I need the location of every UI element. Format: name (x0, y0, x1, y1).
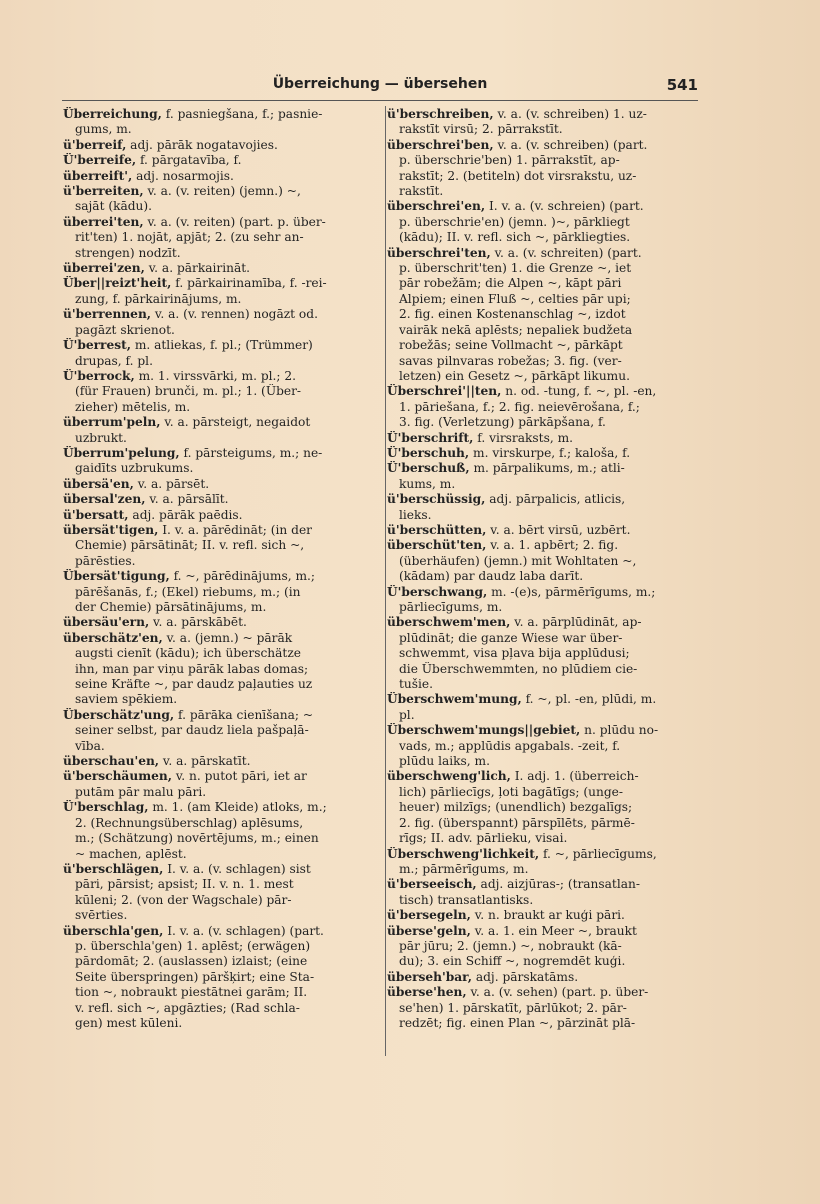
dictionary-entry (63, 862, 375, 924)
dictionary-entry (63, 708, 375, 754)
entry-headline: überreift', adj. nosarmojis. (63, 168, 234, 183)
dictionary-entry (387, 769, 699, 846)
entry-continuation: (kādam) par daudz laba darīt. (399, 569, 584, 584)
entry-headline: überschrei'ten, v. a. (v. schreiten) (part. (387, 245, 642, 260)
entry-continuation: lieks. (399, 507, 432, 522)
entry-headline: Ü'berschwang, m. -(e)s, pārmērīgums, m.; (387, 584, 656, 599)
entry-continuation: seiner selbst, par daudz liela pašpaļā- (75, 723, 309, 738)
dictionary-entry (63, 924, 375, 1032)
dictionary-entry (387, 538, 699, 584)
entry-continuation: svērties. (75, 908, 128, 923)
dictionary-entry (387, 924, 699, 970)
entry-headline: ü'berseeisch, adj. aizjūras-; (transatlan- (387, 877, 640, 892)
entry-continuation: (kādu); II. v. refl. sich ~, pārkliegties. (399, 230, 631, 245)
entry-continuation: seine Kräfte ~, par daudz paļauties uz (75, 677, 313, 692)
entry-continuation: rīgs; II. adv. pārlieku, visai. (399, 831, 568, 846)
entry-continuation: vads, m.; applūdis apgabals. -zeit, f. (399, 738, 621, 753)
page-number: 541 (666, 76, 698, 94)
entry-continuation: putām pār malu pāri. (75, 784, 207, 799)
entry-headline: überschau'en, v. a. pārskatīt. (63, 754, 251, 769)
entry-headline: ü'berrennen, v. a. (v. rennen) nogāzt od. (63, 307, 318, 322)
entry-continuation: du); 3. ein Schiff ~, nogremdēt kuģi. (399, 954, 626, 969)
dictionary-entry (387, 692, 699, 723)
entry-continuation: lich) pārliecīgs, ļoti bagātīgs; (unge- (399, 784, 623, 799)
entry-continuation: plūdināt; die ganze Wiese war über- (399, 630, 623, 645)
entry-continuation: uzbrukt. (75, 430, 127, 445)
dictionary-entry (63, 107, 375, 138)
dictionary-entry (63, 184, 375, 215)
entry-headline: ü'berreiten, v. a. (v. reiten) (jemn.) ~, (63, 184, 301, 199)
entry-headline: ü'bersatt, adj. pārāk paēdis. (63, 507, 243, 522)
entry-continuation: schwemmt, visa pļava bija applūdusi; (399, 646, 630, 661)
entry-headline: Ü'berrock, m. 1. virssvārki, m. pl.; 2. (63, 368, 297, 383)
dictionary-entry (63, 338, 375, 369)
entry-continuation: augsti cienīt (kādu); ich überschätze (75, 646, 301, 661)
dictionary-entry (387, 723, 699, 769)
header-rule (62, 100, 698, 101)
entry-headline: ü'berreif, adj. pārāk nogatavojies. (63, 137, 278, 152)
entry-continuation: redzēt; fig. einen Plan ~, pārzināt plā- (399, 1015, 636, 1030)
dictionary-entry (63, 569, 375, 615)
entry-continuation: pārēšanās, f.; (Ekel) riebums, m.; (in (75, 584, 301, 599)
entry-continuation: tion ~, nobraukt piestātnei garām; II. (75, 985, 308, 1000)
entry-continuation: p. überschrie'en) (jemn. )~, pārkliegt (399, 214, 630, 229)
entry-continuation: die Überschwemmten, no plūdiem cie- (399, 661, 638, 676)
entry-continuation: (für Frauen) brunči, m. pl.; 1. (Über- (75, 384, 302, 399)
dictionary-entry (63, 415, 375, 446)
entry-headline: ü'berschreiben, v. a. (v. schreiben) 1. uz- (387, 107, 647, 121)
entry-headline: Überrum'pelung, f. pārsteigums, m.; ne- (63, 445, 323, 460)
entry-continuation: pl. (399, 707, 415, 722)
entry-continuation: sajāt (kādu). (75, 199, 153, 214)
entry-headline: Ü'berrest, m. atliekas, f. pl.; (Trümmer) (63, 338, 313, 353)
entry-continuation: 2. fig. einen Kostenanschlag ~, izdot (399, 307, 626, 322)
entry-continuation: robežās; seine Vollmacht ~, pārkāpt (399, 338, 623, 353)
dictionary-entry (63, 615, 375, 630)
dictionary-entry (63, 307, 375, 338)
dictionary-entry (387, 492, 699, 523)
entry-headline: Ü'berschuß, m. pārpalikums, m.; atli- (387, 461, 625, 476)
entry-continuation: 2. fig. (überspannt) pārspīlēts, pārmē- (399, 815, 635, 830)
dictionary-entry (63, 369, 375, 415)
dictionary-entry (63, 523, 375, 569)
entry-continuation: drupas, f. pl. (75, 353, 153, 368)
entry-continuation: tušie. (399, 677, 433, 692)
entry-continuation: gaidīts uzbrukums. (75, 461, 194, 476)
entry-headline: übersäu'ern, v. a. pārskābēt. (63, 615, 247, 630)
entry-headline: Überschwem'mungs||gebiet, n. plūdu no- (387, 723, 659, 738)
left-column (63, 107, 375, 1031)
entry-headline: Überschwem'mung, f. ~, pl. -en, plūdi, m. (387, 692, 657, 707)
entry-continuation: savas pilnvaras robežas; 3. fig. (ver- (399, 353, 622, 368)
entry-continuation: saviem spēkiem. (75, 692, 178, 707)
entry-continuation: se'hen) 1. pārskatīt, pārlūkot; 2. pār- (399, 1000, 627, 1015)
entry-continuation: tisch) transatlantisks. (399, 892, 534, 907)
entry-continuation: 1. pāriešana, f.; 2. fig. neievērošana, f.; (399, 399, 640, 414)
dictionary-entry (387, 970, 699, 985)
entry-headline: Übersät'tigung, f. ~, pārēdinājums, m.; (63, 569, 316, 584)
entry-headline: ü'bersegeln, v. n. braukt ar kuģi pāri. (387, 908, 625, 923)
entry-continuation: pagāzt skrienot. (75, 322, 175, 337)
entry-continuation: gums, m. (75, 122, 132, 137)
dictionary-entry (387, 138, 699, 200)
dictionary-entry (387, 199, 699, 245)
entry-continuation: letzen) ein Gesetz ~, pārkāpt likumu. (399, 368, 630, 383)
entry-continuation: pārēsties. (75, 553, 136, 568)
entry-continuation: p. überschrit'ten) 1. die Grenze ~, iet (399, 261, 632, 276)
entry-continuation: vairāk nekā aplēsts; nepaliek budžeta (399, 322, 633, 337)
entry-headline: überschweng'lich, I. adj. 1. (überreich- (387, 769, 639, 784)
entry-headline: übersät'tigen, I. v. a. pārēdināt; (in der (63, 522, 312, 537)
entry-headline: überschrei'ben, v. a. (v. schreiben) (part. (387, 137, 648, 152)
dictionary-entry (387, 877, 699, 908)
dictionary-entry (63, 754, 375, 769)
entry-continuation: p. überschrie'ben) 1. pārrakstīt, ap- (399, 153, 620, 168)
entry-headline: ü'berschüssig, adj. pārpalicis, atlicis, (387, 492, 626, 507)
entry-headline: ü'berschäumen, v. n. putot pāri, iet ar (63, 769, 307, 784)
entry-headline: überschätz'en, v. a. (jemn.) ~ pārāk (63, 630, 293, 645)
entry-headline: überse'geln, v. a. 1. ein Meer ~, braukt (387, 923, 637, 938)
entry-headline: Überschrei'||ten, n. od. -tung, f. ~, pl. -en, (387, 384, 657, 399)
dictionary-entry (387, 585, 699, 616)
entry-headline: übersal'zen, v. a. pārsālīt. (63, 492, 229, 507)
dictionary-entry (63, 492, 375, 507)
entry-headline: überschla'gen, I. v. a. (v. schlagen) (part. (63, 923, 324, 938)
entry-continuation: ihn, man par viņu pārāk labas domas; (75, 661, 309, 676)
dictionary-entry (63, 631, 375, 708)
right-column (387, 107, 699, 1031)
dictionary-entry (63, 477, 375, 492)
dictionary-entry (387, 446, 699, 461)
column-divider (385, 106, 386, 1056)
entry-continuation: heuer) milzīgs; (unendlich) bezgalīgs; (399, 800, 633, 815)
dictionary-entry (63, 138, 375, 153)
entry-continuation: p. überschla'gen) 1. aplēst; (erwägen) (75, 938, 311, 953)
entry-headline: überschüt'ten, v. a. 1. apbērt; 2. fig. (387, 538, 619, 553)
entry-continuation: kūleni; 2. (von der Wagschale) pār- (75, 892, 292, 907)
entry-continuation: zieher) mētelis, m. (75, 399, 191, 414)
entry-continuation: m.; pārmērīgums, m. (399, 861, 529, 876)
entry-headline: ü'berschütten, v. a. bērt virsū, uzbērt. (387, 522, 631, 537)
header-title: Überreichung — übersehen (272, 76, 488, 92)
dictionary-entry (387, 384, 699, 430)
entry-headline: Ü'berschlag, m. 1. (am Kleide) atloks, m.; (63, 800, 327, 815)
dictionary-entry (387, 523, 699, 538)
entry-continuation: plūdu laiks, m. (399, 754, 490, 769)
entry-continuation: m.; (Schätzung) novērtējums, m.; einen (75, 831, 319, 846)
entry-continuation: Chemie) pārsātināt; II. v. refl. sich ~, (75, 538, 305, 553)
dictionary-entry (63, 215, 375, 261)
dictionary-entry (63, 169, 375, 184)
entry-headline: überseh'bar, adj. pārskatāms. (387, 969, 579, 984)
entry-continuation: v. refl. sich ~, apgāzties; (Rad schla- (75, 1000, 300, 1015)
entry-headline: Über||reizt'heit, f. pārkairinamība, f. -rei- (63, 276, 327, 291)
dictionary-entry (387, 615, 699, 692)
entry-headline: überrum'peln, v. a. pārsteigt, negaidot (63, 415, 311, 430)
dictionary-entry (63, 508, 375, 523)
entry-continuation: rit'ten) 1. nojāt, apjāt; 2. (zu sehr an- (75, 230, 304, 245)
entry-headline: überrei'ten, v. a. (v. reiten) (part. p. über- (63, 214, 326, 229)
dictionary-entry (63, 261, 375, 276)
entry-continuation: pār jūru; 2. (jemn.) ~, nobraukt (kā- (399, 938, 622, 953)
entry-continuation: rakstīt; 2. (betiteln) dot virsrakstu, uz- (399, 168, 637, 183)
entry-continuation: rakstīt. (399, 184, 444, 199)
entry-continuation: gen) mest kūleni. (75, 1015, 183, 1030)
entry-headline: Ü'berreife, f. pārgatavība, f. (63, 153, 242, 168)
entry-continuation: rakstīt virsū; 2. pārrakstīt. (399, 122, 563, 137)
entry-headline: überse'hen, v. a. (v. sehen) (part. p. über- (387, 985, 649, 1000)
entry-continuation: pār robežām; die Alpen ~, kāpt pāri (399, 276, 622, 291)
dictionary-entry (387, 985, 699, 1031)
entry-continuation: 3. fig. (Verletzung) pārkāpšana, f. (399, 415, 606, 430)
dictionary-entry (387, 107, 699, 138)
running-header (62, 76, 698, 98)
entry-headline: überschwem'men, v. a. pārplūdināt, ap- (387, 615, 642, 630)
entry-continuation: kums, m. (399, 476, 456, 491)
dictionary-entry (387, 246, 699, 385)
entry-continuation: der Chemie) pārsātinājums, m. (75, 600, 267, 614)
entry-continuation: pāri, pārsist; apsist; II. v. n. 1. mest (75, 877, 294, 892)
entry-continuation: ~ machen, aplēst. (75, 846, 187, 861)
entry-headline: Überschätz'ung, f. pārāka cienīšana; ~ (63, 707, 314, 722)
dictionary-entry (387, 847, 699, 878)
entry-headline: Ü'berschuh, m. virskurpe, f.; kaloša, f. (387, 445, 631, 460)
dictionary-entry (387, 461, 699, 492)
dictionary-entry (63, 800, 375, 862)
entry-continuation: pārliecīgums, m. (399, 600, 503, 614)
entry-headline: überschrei'en, I. v. a. (v. schreien) (part. (387, 199, 644, 214)
entry-continuation: pārdomāt; 2. (auslassen) izlaist; (eine (75, 954, 308, 969)
entry-headline: Überreichung, f. pasniegšana, f.; pasnie- (63, 107, 323, 121)
entry-continuation: vība. (75, 738, 105, 753)
entry-headline: ü'berschlägen, I. v. a. (v. schlagen) sist (63, 861, 311, 876)
entry-continuation: (überhäufen) (jemn.) mit Wohltaten ~, (399, 553, 637, 568)
entry-headline: Überschweng'lichkeit, f. ~, pārliecīgums, (387, 846, 657, 861)
entry-continuation: zung, f. pārkairinājums, m. (75, 291, 242, 306)
entry-continuation: Alpiem; einen Fluß ~, celties pār upi; (399, 291, 631, 306)
entry-headline: Ü'berschrift, f. virsraksts, m. (387, 430, 573, 445)
dictionary-entry (63, 153, 375, 168)
dictionary-entry (63, 276, 375, 307)
entry-headline: übersä'en, v. a. pārsēt. (63, 476, 210, 491)
dictionary-entry (387, 431, 699, 446)
dictionary-entry (63, 446, 375, 477)
entry-continuation: 2. (Rechnungsüberschlag) aplēsums, (75, 815, 304, 830)
dictionary-entry (63, 769, 375, 800)
entry-continuation: Seite überspringen) pāršķirt; eine Sta- (75, 969, 315, 984)
entry-headline: überrei'zen, v. a. pārkairināt. (63, 261, 251, 276)
dictionary-entry (387, 908, 699, 923)
entry-continuation: strengen) nodzīt. (75, 245, 181, 260)
